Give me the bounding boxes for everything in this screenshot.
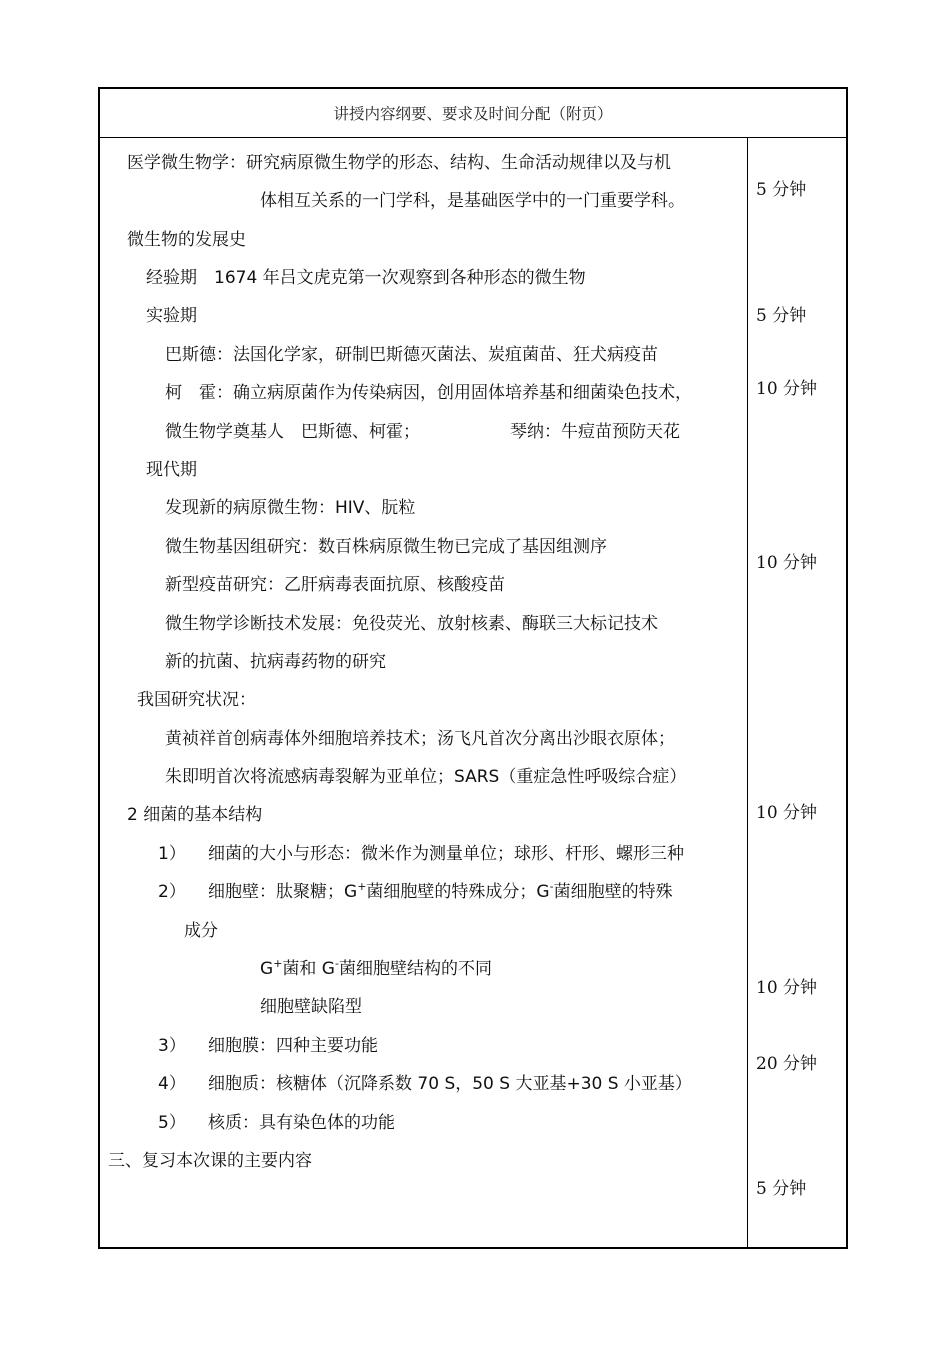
content-line: 琴纳：牛痘苗预防天花	[510, 422, 680, 442]
superscript: +	[273, 957, 283, 970]
time-allocation: 5 分钟	[756, 1179, 807, 1199]
content-line: 成分	[184, 921, 218, 941]
content-line: 2 细菌的基本结构	[127, 805, 263, 825]
content-line: 实验期	[146, 306, 197, 326]
content-line	[260, 958, 492, 980]
text-segment: 菌和 G	[282, 959, 335, 979]
list-number: 2）	[158, 882, 186, 902]
superscript: -	[334, 957, 339, 970]
text-segment: 菌细胞壁结构的不同	[338, 959, 492, 979]
content-line: 新的抗菌、抗病毒药物的研究	[165, 652, 386, 672]
text-segment: G	[260, 959, 274, 979]
content-line: 经验期 1674 年吕文虎克第一次观察到各种形态的微生物	[146, 268, 586, 288]
time-allocation: 10 分钟	[756, 553, 818, 573]
content-line: 核质：具有染色体的功能	[208, 1113, 395, 1133]
content-line	[208, 881, 673, 903]
time-allocation: 5 分钟	[756, 180, 807, 200]
time-allocation: 10 分钟	[756, 978, 818, 998]
superscript: -	[549, 880, 554, 893]
content-line: 微生物的发展史	[127, 230, 246, 250]
content-line: 黄祯祥首创病毒体外细胞培养技术；汤飞凡首次分离出沙眼衣原体；	[165, 729, 675, 749]
text-segment: 菌细胞壁的特殊成分；G	[366, 882, 550, 902]
content-line: 微生物学奠基人 巴斯德、柯霍；	[165, 422, 420, 442]
content-line: 细菌的大小与形态：微米作为测量单位；球形、杆形、螺形三种	[208, 844, 684, 864]
section-heading: 三、复习本次课的主要内容	[108, 1151, 312, 1171]
list-number: 5）	[158, 1113, 186, 1133]
content-line: 微生物学诊断技术发展：免役荧光、放射核素、酶联三大标记技术	[165, 614, 658, 634]
content-line: 新型疫苗研究：乙肝病毒表面抗原、核酸疫苗	[165, 575, 505, 595]
time-allocation: 10 分钟	[756, 379, 818, 399]
content-line: 医学微生物学：研究病原微生物学的形态、结构、生命活动规律以及与机	[127, 153, 671, 173]
text-segment: 菌细胞壁的特殊	[553, 882, 673, 902]
content-line: 现代期	[146, 460, 197, 480]
content-line: 朱即明首次将流感病毒裂解为亚单位；SARS（重症急性呼吸综合症）	[165, 767, 687, 787]
header-title: 讲授内容纲要、要求及时间分配（附页）	[333, 105, 613, 123]
time-allocation: 10 分钟	[756, 803, 818, 823]
content-line: 发现新的病原微生物：HIV、朊粒	[165, 498, 416, 518]
superscript: +	[357, 880, 367, 893]
list-number: 3）	[158, 1036, 186, 1056]
list-number: 4）	[158, 1074, 186, 1094]
time-allocation: 20 分钟	[756, 1054, 818, 1074]
time-allocation: 5 分钟	[756, 306, 807, 326]
content-line: 细胞壁缺陷型	[260, 997, 362, 1017]
list-number: 1）	[158, 844, 186, 864]
column-divider	[747, 138, 748, 1247]
content-line: 柯 霍：确立病原菌作为传染病因，创用固体培养基和细菌染色技术，	[165, 383, 692, 403]
text-segment: 细胞壁：肽聚糖；G	[208, 882, 358, 902]
content-line: 细胞质：核糖体（沉降系数 70 S，50 S 大亚基+30 S 小亚基）	[208, 1074, 692, 1094]
content-line: 体相互关系的一门学科，是基础医学中的一门重要学科。	[260, 191, 685, 211]
content-line: 我国研究状况：	[137, 690, 256, 710]
content-line: 巴斯德：法国化学家，研制巴斯德灭菌法、炭疽菌苗、狂犬病疫苗	[165, 345, 658, 365]
content-line: 微生物基因组研究：数百株病原微生物已完成了基因组测序	[165, 537, 607, 557]
table-header	[100, 89, 846, 138]
content-line: 细胞膜：四种主要功能	[208, 1036, 378, 1056]
